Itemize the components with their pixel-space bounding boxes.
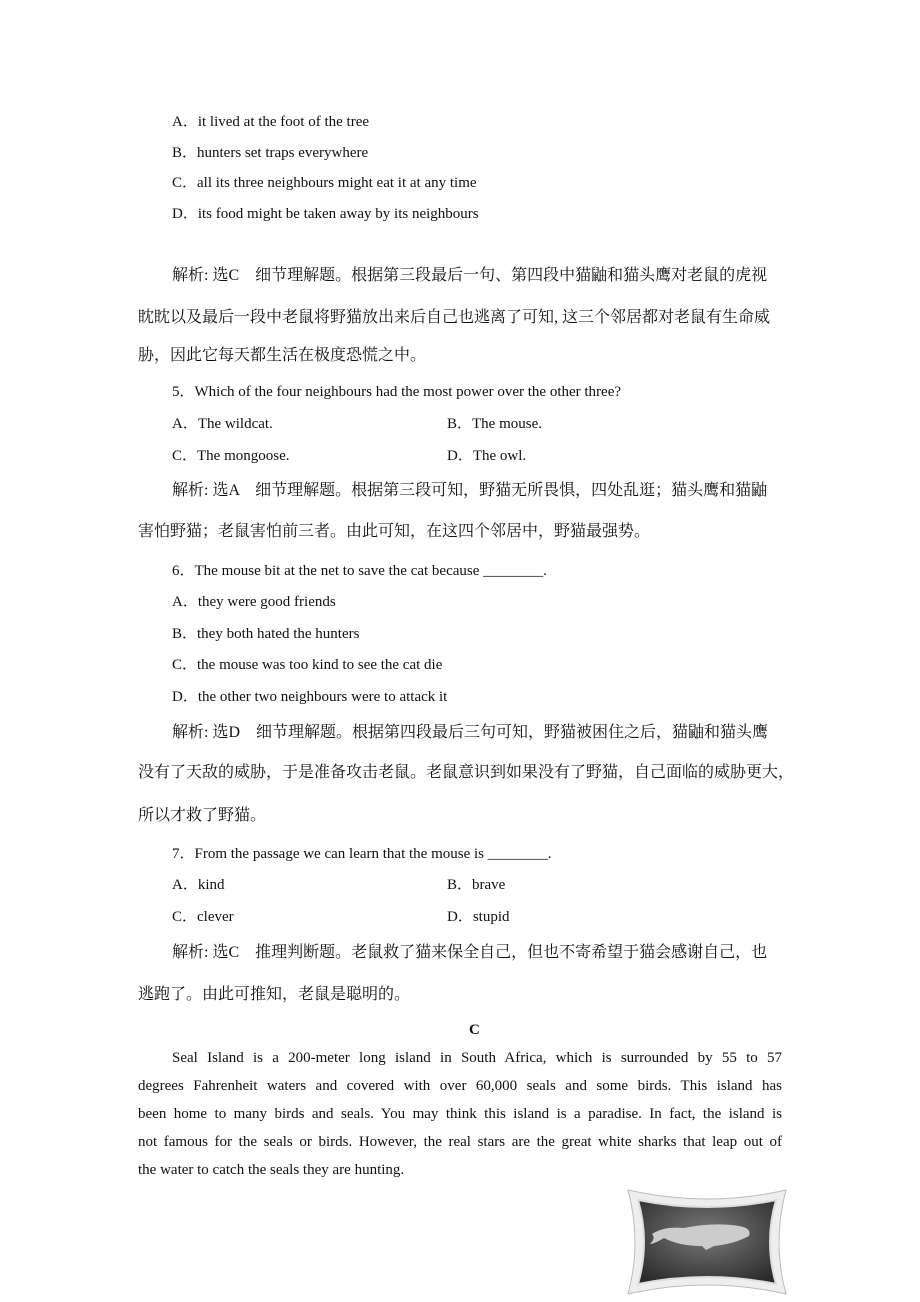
q7-analysis-line: 逃跑了。由此可推知，老鼠是聪明的。 — [138, 986, 411, 1003]
q7-question: 7．From the passage we can learn that the mouse is ________. — [172, 846, 552, 862]
q6-analysis-line: 解析: 选D 细节理解题。根据第四段最后三句可知，野猫被困住之后，猫鼬和猫头鹰 — [172, 724, 769, 741]
q7-option-a: A．kind — [172, 877, 225, 893]
seal-photo — [624, 1186, 790, 1298]
q6-option-a: A．they were good friends — [172, 594, 336, 610]
q7-option-c: C．clever — [172, 909, 234, 925]
q6-option-d: D．the other two neighbours were to attack it — [172, 689, 448, 705]
q7-option-b: B．brave — [447, 877, 506, 893]
q7-option-d: D．stupid — [447, 909, 510, 925]
q4-option-b: B．hunters set traps everywhere — [172, 145, 369, 161]
section-heading: C — [469, 1022, 480, 1038]
q6-analysis-line: 所以才救了野猫。 — [138, 807, 267, 824]
q6-option-b: B．they both hated the hunters — [172, 626, 360, 642]
passage-line: degrees Fahrenheit waters and covered with over 60,000 seals and some birds. This island has — [138, 1078, 782, 1094]
q5-option-a: A．The wildcat. — [172, 416, 273, 432]
q5-analysis-line: 害怕野猫；老鼠害怕前三者。由此可知，在这四个邻居中，野猫最强势。 — [138, 523, 651, 540]
passage-line: the water to catch the seals they are hunting. — [138, 1162, 405, 1178]
q5-option-b: B．The mouse. — [447, 416, 542, 432]
q4-analysis-line: 解析: 选C 细节理解题。根据第三段最后一句、第四段中猫鼬和猫头鹰对老鼠的虎视 — [172, 267, 768, 284]
q4-analysis-line: 胁，因此它每天都生活在极度恐慌之中。 — [138, 347, 427, 364]
q6-question: 6．The mouse bit at the net to save the cat because ________. — [172, 563, 547, 579]
passage-line: not famous for the seals or birds. However, the real stars are the great white sharks that leap out of — [138, 1134, 782, 1150]
q4-option-d: D．its food might be taken away by its neighbours — [172, 206, 479, 222]
q6-option-c: C．the mouse was too kind to see the cat die — [172, 657, 443, 673]
q6-analysis-line: 没有了天敌的威胁，于是准备攻击老鼠。老鼠意识到如果没有了野猫，自己面临的威胁更大， — [138, 764, 795, 781]
q4-option-c: C．all its three neighbours might eat it at any time — [172, 175, 477, 191]
q7-analysis-line: 解析: 选C 推理判断题。老鼠救了猫来保全自己，但也不寄希望于猫会感谢自己，也 — [172, 944, 768, 961]
q4-analysis-line: 眈眈以及最后一段中老鼠将野猫放出来后自己也逃离了可知, 这三个邻居都对老鼠有生命威 — [138, 309, 771, 326]
q5-question: 5．Which of the four neighbours had the most power over the other three? — [172, 384, 622, 400]
passage-line: been home to many birds and seals. You may think this island is a paradise. In fact, the island is — [138, 1106, 782, 1122]
q5-option-c: C．The mongoose. — [172, 448, 290, 464]
q5-option-d: D．The owl. — [447, 448, 527, 464]
q4-option-a: A．it lived at the foot of the tree — [172, 114, 370, 130]
q5-analysis-line: 解析: 选A 细节理解题。根据第三段可知，野猫无所畏惧，四处乱逛；猫头鹰和猫鼬 — [172, 482, 768, 499]
passage-line: Seal Island is a 200-meter long island in South Africa, which is surrounded by 55 to 57 — [172, 1050, 782, 1066]
